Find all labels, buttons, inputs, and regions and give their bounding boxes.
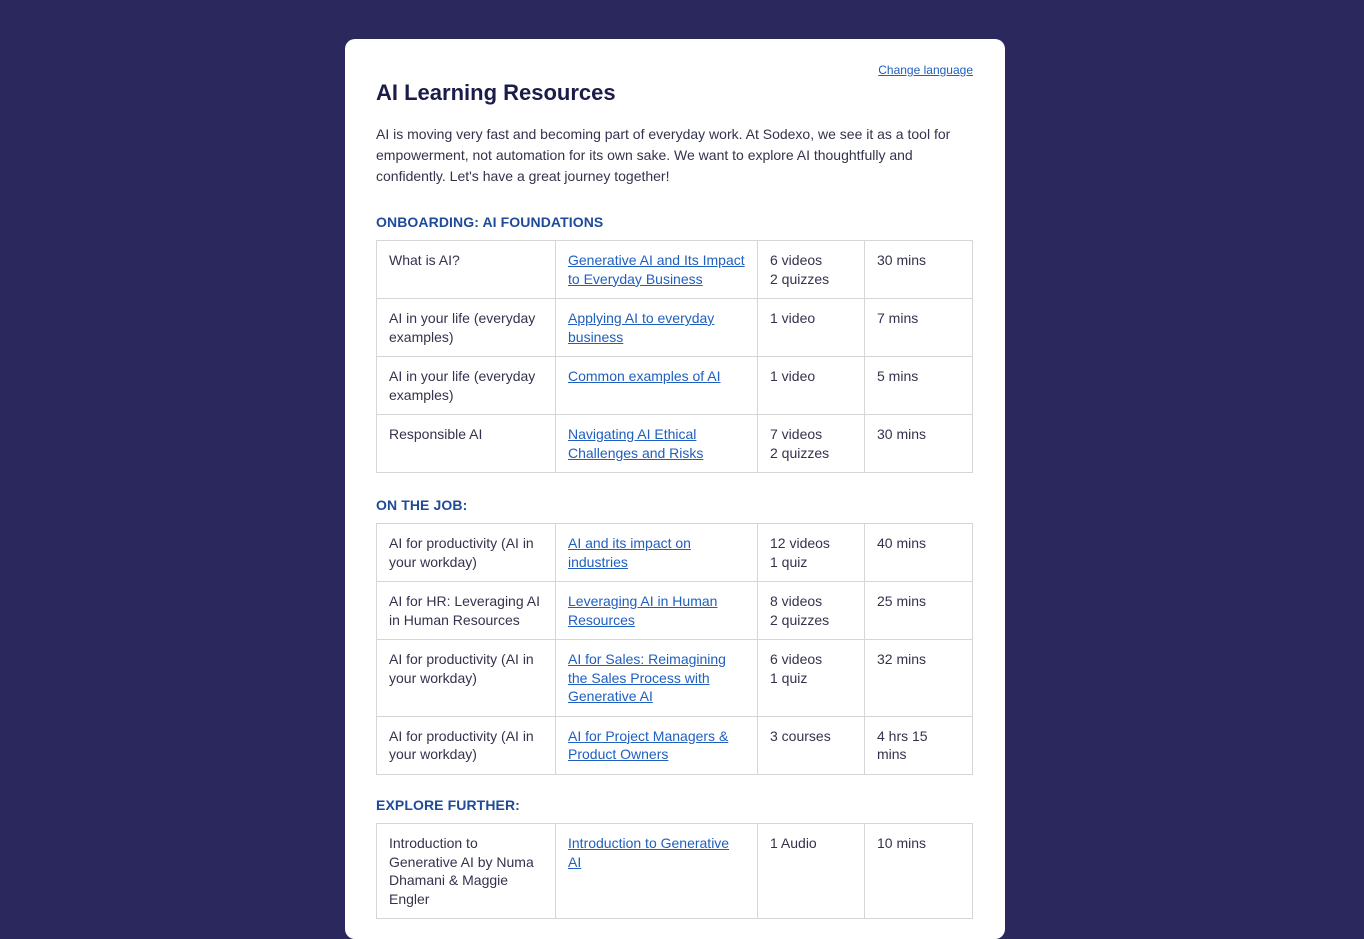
course-cell xyxy=(556,824,758,919)
topic-cell: AI for HR: Leveraging AI in Human Resources xyxy=(377,582,556,640)
duration-cell: 32 mins xyxy=(865,640,973,717)
content-cell xyxy=(758,640,865,717)
topic-cell: AI for productivity (AI in your workday) xyxy=(377,524,556,582)
course-link[interactable]: Common examples of AI xyxy=(568,368,721,384)
content-count: 3 courses xyxy=(770,727,831,744)
duration-cell: 7 mins xyxy=(865,299,973,357)
topic-cell: AI in your life (everyday examples) xyxy=(377,299,556,357)
table-row xyxy=(377,716,973,774)
course-link[interactable]: Applying AI to everyday business xyxy=(568,310,715,345)
duration-cell: 5 mins xyxy=(865,357,973,415)
course-link[interactable]: Leveraging AI in Human Resources xyxy=(568,593,718,628)
explore-further-table xyxy=(376,823,973,919)
table-row xyxy=(377,299,973,357)
course-link[interactable]: AI and its impact on industries xyxy=(568,535,691,570)
content-cell xyxy=(758,716,865,774)
content-card xyxy=(345,39,1005,939)
content-count: 2 quizzes xyxy=(770,611,830,628)
course-cell xyxy=(556,716,758,774)
section-title-on-the-job: ON THE JOB: xyxy=(376,497,468,513)
topic-cell: AI for productivity (AI in your workday) xyxy=(377,716,556,774)
intro-paragraph: AI is moving very fast and becoming part of everyday work. At Sodexo, we see it as a tool for empowerment, not automation for its own sake. We want to explore AI thoughtfully and confidently. Let's have a great journey together! xyxy=(376,126,951,184)
topic-cell: AI for productivity (AI in your workday) xyxy=(377,640,556,717)
content-cell xyxy=(758,582,865,640)
course-cell xyxy=(556,241,758,299)
topic-cell: Introduction to Generative AI by Numa Dhamani & Maggie Engler xyxy=(377,824,556,919)
content-count: 1 quiz xyxy=(770,553,808,570)
course-link[interactable]: AI for Project Managers & Product Owners xyxy=(568,727,729,762)
content-count: 1 quiz xyxy=(770,669,808,686)
content-cell xyxy=(758,357,865,415)
course-link[interactable]: Navigating AI Ethical Challenges and Risks xyxy=(568,426,704,461)
content-count: 1 Audio xyxy=(770,835,817,851)
content-cell xyxy=(758,524,865,582)
course-link[interactable]: Generative AI and Its Impact to Everyday Business xyxy=(568,252,745,287)
duration-cell: 25 mins xyxy=(865,582,973,640)
table-row xyxy=(377,582,973,640)
section-title-onboarding: ONBOARDING: AI FOUNDATIONS xyxy=(376,214,604,230)
content-count: 7 videos xyxy=(770,426,823,442)
content-count: 6 videos xyxy=(770,651,823,667)
topic-cell: AI in your life (everyday examples) xyxy=(377,357,556,415)
content-cell xyxy=(758,824,865,919)
content-count: 1 video xyxy=(770,310,816,326)
content-cell xyxy=(758,415,865,473)
page-title: AI Learning Resources xyxy=(376,80,616,105)
content-count: 1 video xyxy=(770,368,816,384)
content-count: 12 videos xyxy=(770,535,830,551)
content-count: 2 quizzes xyxy=(770,444,830,461)
on-the-job-table xyxy=(376,523,973,775)
content-cell xyxy=(758,299,865,357)
table-row xyxy=(377,241,973,299)
topic-cell: Responsible AI xyxy=(377,415,556,473)
table-row xyxy=(377,524,973,582)
course-link[interactable]: AI for Sales: Reimagining the Sales Process with Generative AI xyxy=(568,651,726,704)
table-row xyxy=(377,640,973,717)
content-count: 8 videos xyxy=(770,593,823,609)
course-cell xyxy=(556,582,758,640)
table-row xyxy=(377,824,973,919)
table-row xyxy=(377,357,973,415)
duration-cell: 40 mins xyxy=(865,524,973,582)
course-link[interactable]: Introduction to Generative AI xyxy=(568,835,730,870)
course-cell xyxy=(556,415,758,473)
course-cell xyxy=(556,640,758,717)
section-title-explore-further: EXPLORE FURTHER: xyxy=(376,797,520,813)
topic-cell: What is AI? xyxy=(377,241,556,299)
duration-cell: 30 mins xyxy=(865,241,973,299)
duration-cell: 10 mins xyxy=(865,824,973,919)
change-language-link[interactable]: Change language xyxy=(878,63,973,77)
course-cell xyxy=(556,357,758,415)
content-cell xyxy=(758,241,865,299)
course-cell xyxy=(556,524,758,582)
content-count: 6 videos xyxy=(770,252,823,268)
onboarding-table xyxy=(376,240,973,473)
duration-cell: 30 mins xyxy=(865,415,973,473)
course-cell xyxy=(556,299,758,357)
duration-cell: 4 hrs 15 mins xyxy=(865,716,973,774)
table-row xyxy=(377,415,973,473)
content-count: 2 quizzes xyxy=(770,270,830,287)
